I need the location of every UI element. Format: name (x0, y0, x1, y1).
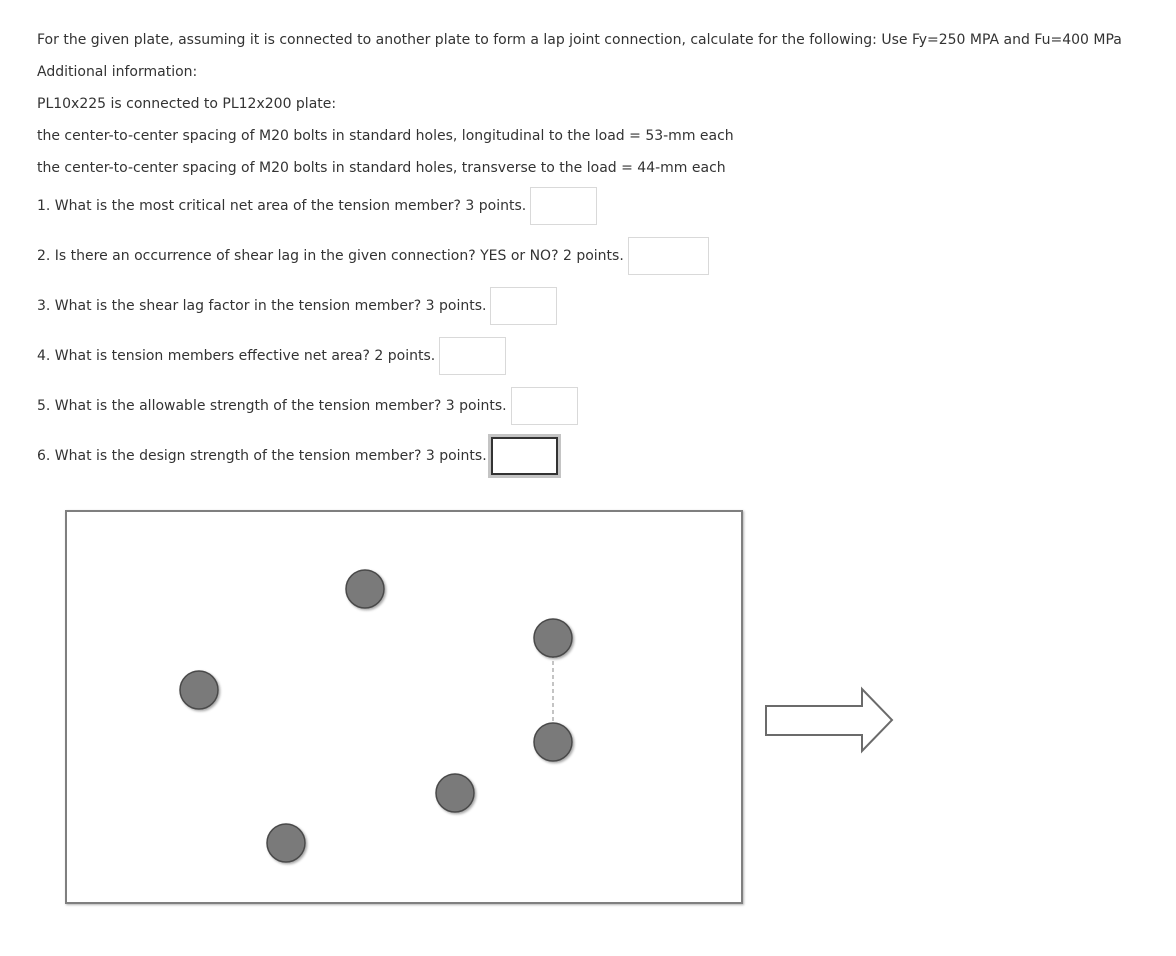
bolt-hole (180, 671, 218, 709)
bolt-hole (267, 824, 305, 862)
question-2-text: 2. Is there an occurrence of shear lag in the given connection? YES or NO? 2 points. (37, 248, 624, 264)
bolt-hole (534, 619, 572, 657)
load-direction-arrow-icon (766, 689, 892, 751)
question-5-text: 5. What is the allowable strength of the tension member? 3 points. (37, 398, 507, 414)
question-6-text: 6. What is the design strength of the tension member? 3 points. (37, 448, 487, 464)
question-3-text: 3. What is the shear lag factor in the tension member? 3 points. (37, 298, 487, 314)
question-4-text: 4. What is tension members effective net area? 2 points. (37, 348, 436, 364)
question-1-text: 1. What is the most critical net area of the tension member? 3 points. (37, 198, 527, 214)
bolt-hole (534, 723, 572, 761)
intro-line-3: PL10x225 is connected to PL12x200 plate: (37, 96, 337, 112)
tension-plate (66, 511, 742, 903)
intro-line-5: the center-to-center spacing of M20 bolts in standard holes, transverse to the load = 44-mm each (37, 160, 726, 176)
bolt-hole (436, 774, 474, 812)
intro-line-1: For the given plate, assuming it is connected to another plate to form a lap joint connection, calculate for the following: Use Fy=250 MPA and Fu=400 MPa (37, 32, 1122, 48)
intro-line-4: the center-to-center spacing of M20 bolts in standard holes, longitudinal to the load = 53-mm each (37, 128, 734, 144)
bolt-hole (346, 570, 384, 608)
intro-line-2: Additional information: (37, 64, 198, 80)
